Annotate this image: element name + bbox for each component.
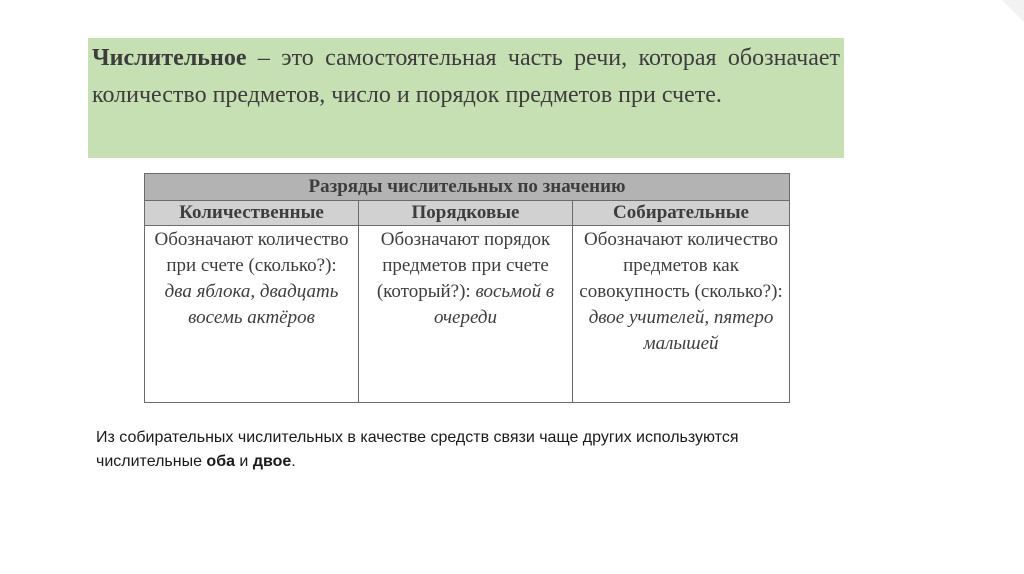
column-header-collective: Собирательные	[573, 201, 790, 226]
note-word-oba: оба	[206, 453, 235, 470]
cell-collective-text: Обозначают количество предметов как совокупность (сколько?):	[579, 229, 783, 302]
column-header-ordinal: Порядковые	[359, 201, 573, 226]
cell-quantitative-text: Обозначают количество при счете (сколько?):	[154, 229, 349, 276]
note-end: .	[291, 453, 296, 470]
slide-corner-fold	[1002, 0, 1024, 22]
definition-term: Числительное	[92, 45, 247, 71]
note-paragraph	[96, 426, 816, 474]
note-text: Из собирательных числительных в качестве средств связи чаще других используются числительные	[96, 429, 739, 470]
note-word-dvoe: двое	[252, 453, 292, 470]
definition-text: – это самостоятельная часть речи, которая обозначает количество предметов, число и порядок предметов при счете.	[92, 45, 840, 108]
cell-collective	[573, 226, 790, 403]
cell-quantitative	[145, 226, 359, 403]
cell-collective-example: двое учителей, пятеро малышей	[588, 307, 774, 354]
cell-ordinal-text: Обозначают порядок предметов при счете (который?):	[376, 229, 551, 302]
cell-quantitative-example: два яблока, двадцать восемь актёров	[164, 281, 339, 328]
cell-ordinal	[359, 226, 573, 403]
cell-ordinal-example: восьмой в очереди	[433, 281, 555, 328]
numeral-categories-table	[144, 173, 790, 403]
table-caption: Разряды числительных по значению	[145, 174, 790, 201]
column-header-quantitative: Количественные	[145, 201, 359, 226]
definition-box	[88, 38, 844, 158]
note-conjunction: и	[234, 453, 253, 470]
